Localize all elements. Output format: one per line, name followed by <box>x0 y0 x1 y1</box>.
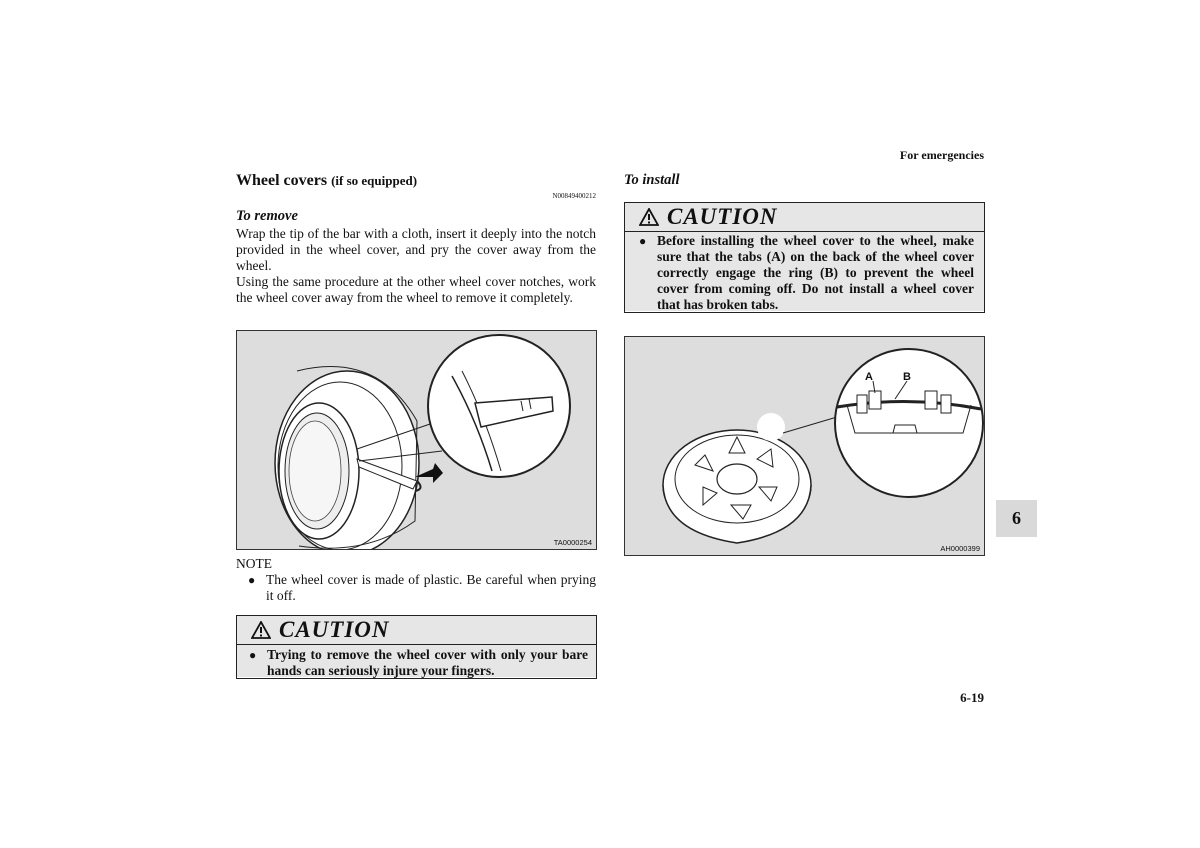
document-code: N00849400212 <box>552 192 596 200</box>
caution-box-install <box>624 202 985 313</box>
section-title <box>236 172 417 190</box>
caution-header <box>237 616 596 645</box>
title-sub: (if so equipped) <box>331 173 418 188</box>
remove-paragraph-2: Using the same procedure at the other wheel cover notches, work the wheel cover away from the wheel to remove it completely. <box>236 274 596 305</box>
label-b: B <box>903 371 911 383</box>
title-main: Wheel covers <box>236 172 328 189</box>
note-item <box>248 572 596 604</box>
warning-triangle-icon <box>251 621 271 639</box>
remove-heading: To remove <box>236 208 298 224</box>
install-figure <box>624 336 985 556</box>
caution-item-text: Before installing the wheel cover to the wheel, make sure that the tabs (A) on the back of the wheel cover correctly engage the ring (B) to prevent the wheel cover from coming off. Do not install a wheel cover that has broken tabs. <box>657 233 974 312</box>
bullet-icon: ● <box>249 648 257 662</box>
caution-title: CAUTION <box>279 617 390 642</box>
wheel-removal-illustration <box>237 331 596 549</box>
section-header: For emergencies <box>899 148 984 162</box>
label-a: A <box>865 371 873 383</box>
caution-item-text: Trying to remove the wheel cover with only your bare hands can seriously injure your fingers. <box>267 647 588 678</box>
bullet-icon: ● <box>248 573 256 587</box>
caution-item <box>625 232 984 311</box>
install-heading: To install <box>624 172 680 188</box>
page-number: 6-19 <box>960 690 984 705</box>
warning-triangle-icon <box>639 208 659 226</box>
wheel-cover-illustration <box>625 337 984 555</box>
note-item-text: The wheel cover is made of plastic. Be careful when prying it off. <box>266 572 596 603</box>
remove-figure <box>236 330 597 550</box>
figure-code: AH0000399 <box>940 544 980 553</box>
caution-item <box>237 645 596 677</box>
note-label: NOTE <box>236 556 272 571</box>
bullet-icon: ● <box>639 234 647 248</box>
chapter-tab: 6 <box>996 500 1037 537</box>
figure-code: TA0000254 <box>553 538 592 547</box>
caution-header <box>625 203 984 232</box>
caution-title: CAUTION <box>667 204 778 229</box>
caution-box-remove <box>236 615 597 679</box>
remove-paragraph-1: Wrap the tip of the bar with a cloth, insert it deeply into the notch provided in the wheel cover, and pry the cover away from the wheel. <box>236 226 596 273</box>
